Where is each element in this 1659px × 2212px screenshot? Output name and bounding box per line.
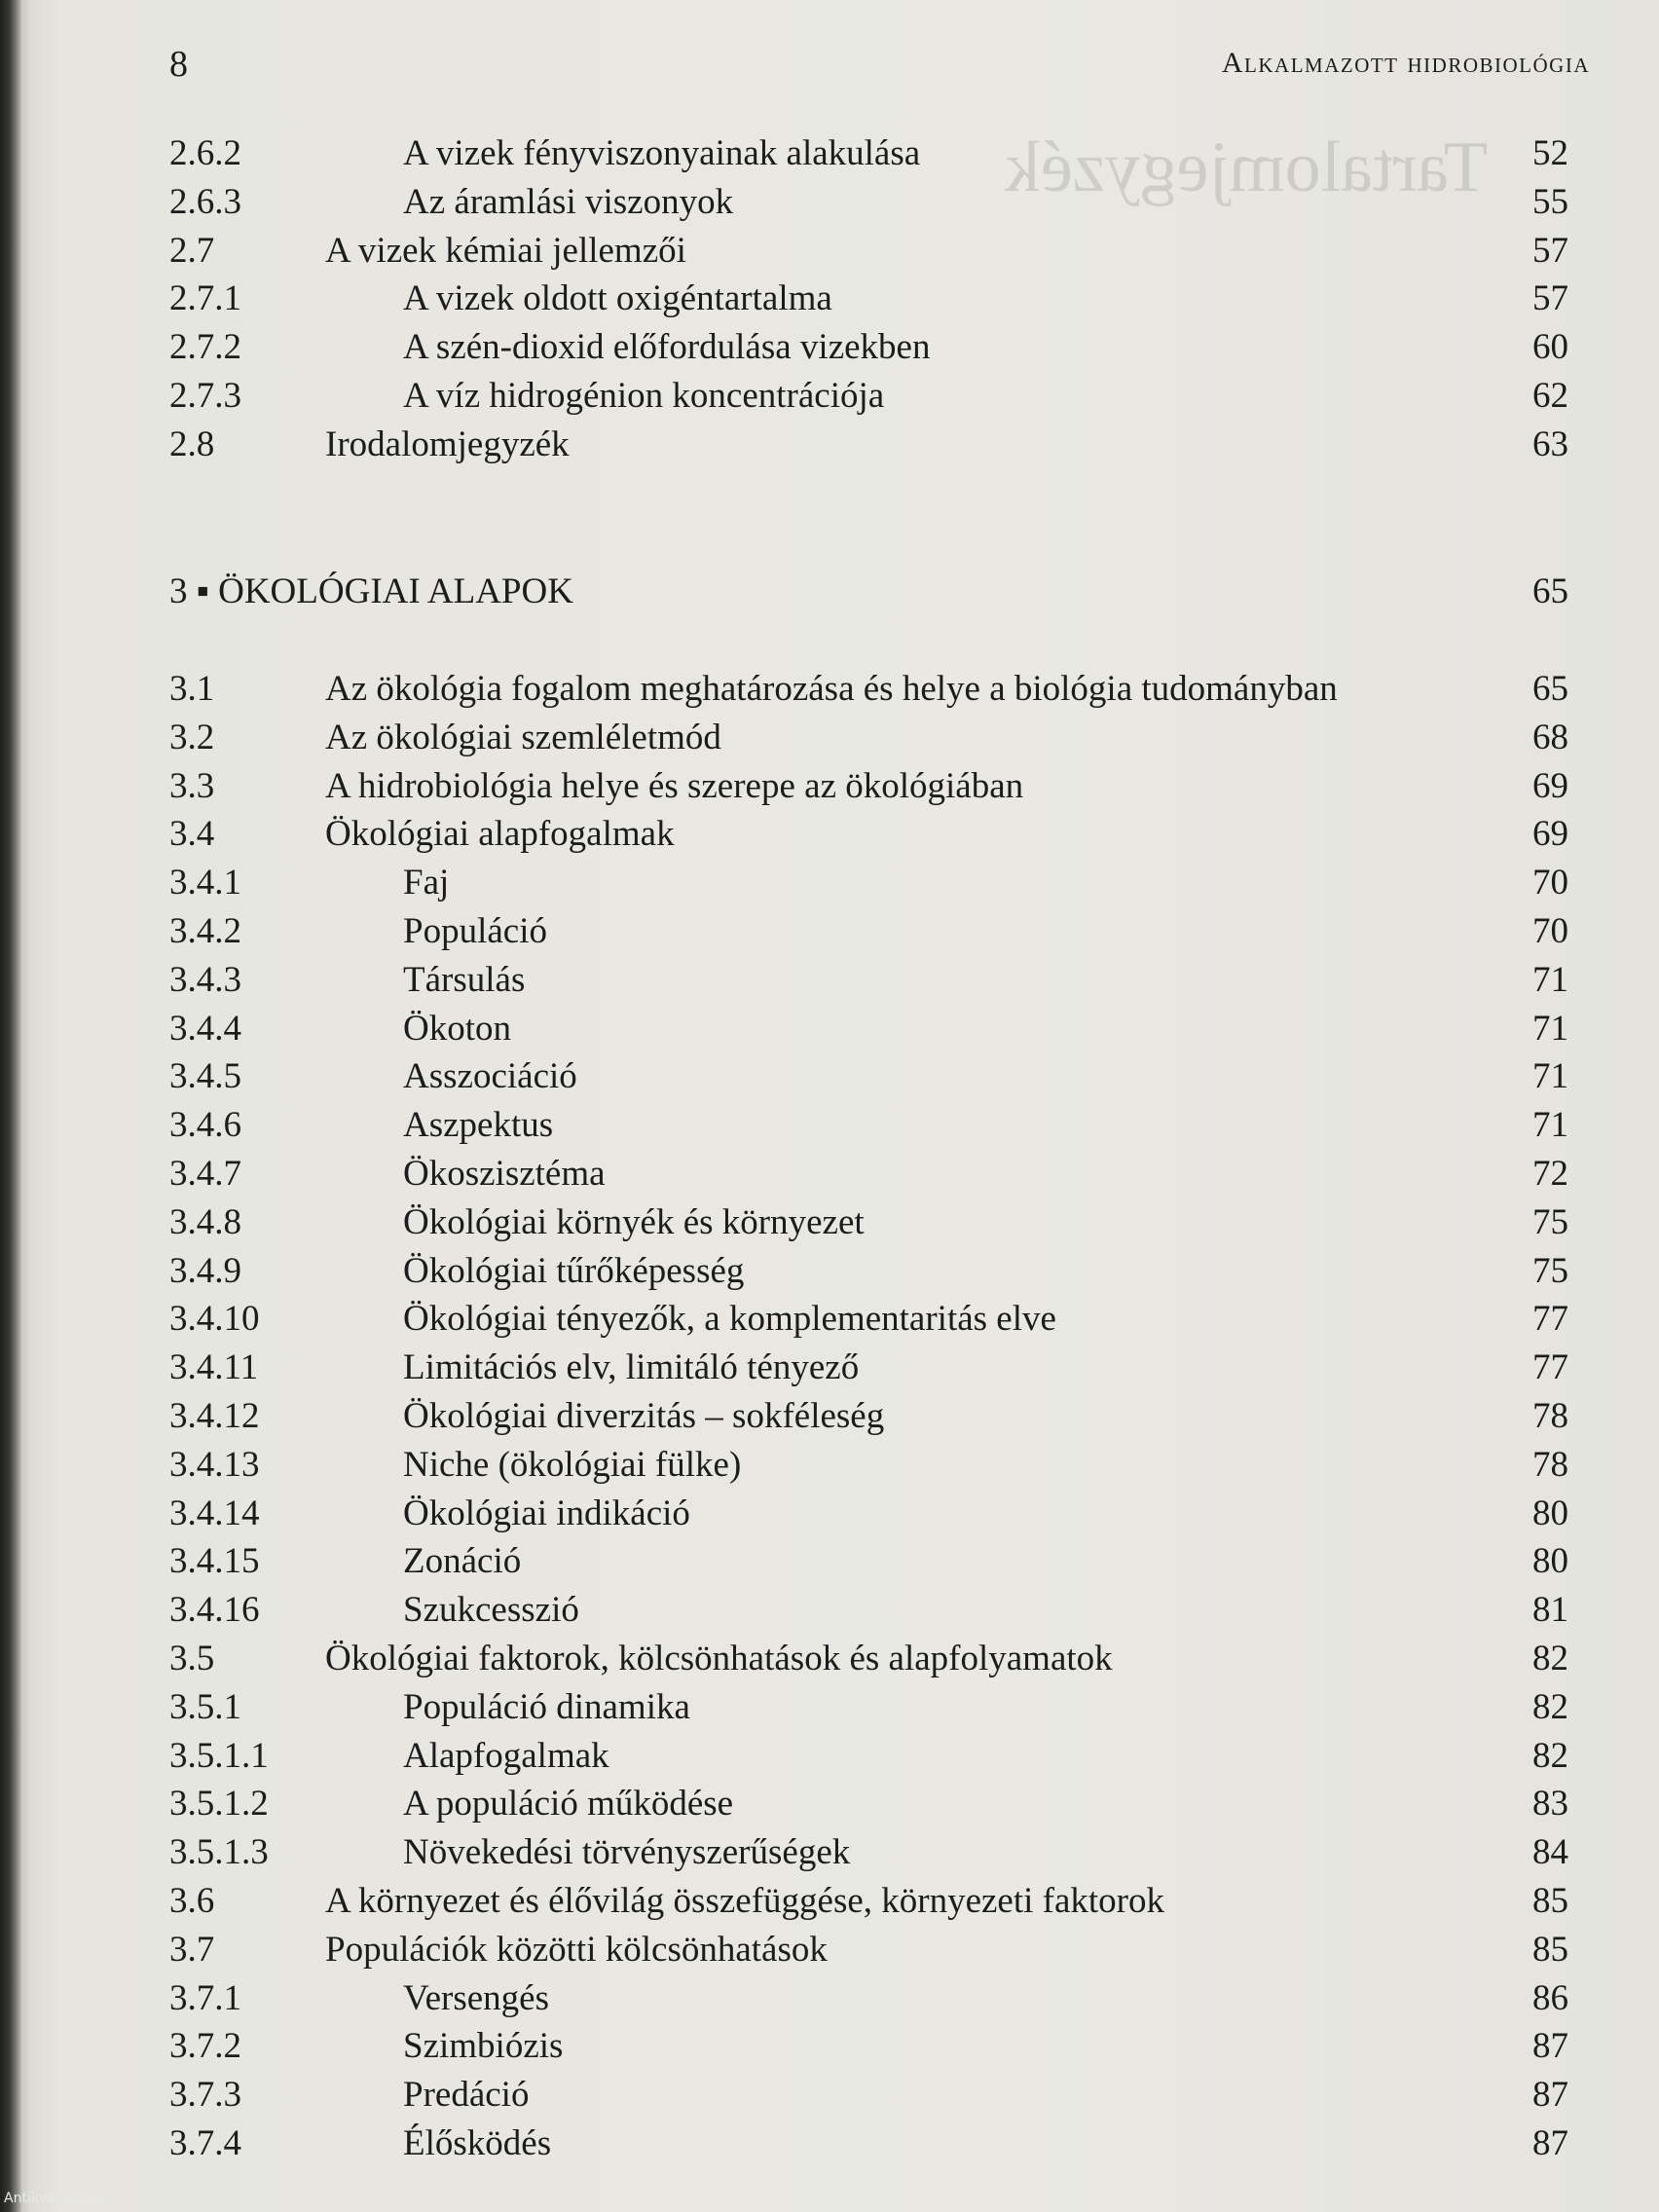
toc-entry-number: 3.5 bbox=[169, 1639, 215, 1678]
toc-entry-page: 86 bbox=[1532, 1977, 1568, 2018]
toc-entry-title: Ökológiai alapfogalmak bbox=[325, 814, 675, 855]
toc-entry-title: Ökológiai faktorok, kölcsönhatások és alapfolyamatok bbox=[325, 1639, 1113, 1678]
toc-entry bbox=[169, 1441, 1568, 1490]
toc-entry-number: 3.4.8 bbox=[169, 1201, 241, 1242]
toc-entry-page: 87 bbox=[1532, 2026, 1568, 2067]
toc-entry-title: A víz hidrogénion koncentrációja bbox=[403, 376, 885, 416]
toc-entry-page: 69 bbox=[1532, 814, 1568, 855]
toc-entry-page: 77 bbox=[1532, 1299, 1568, 1340]
toc-entry bbox=[169, 227, 1568, 276]
toc-entry-number: 3.5.1.1 bbox=[169, 1735, 269, 1776]
toc-entry bbox=[169, 1392, 1568, 1441]
toc-entry-page: 80 bbox=[1532, 1493, 1568, 1533]
toc-entry-number: 3.1 bbox=[169, 669, 215, 709]
toc-entry-title: Az ökológia fogalom meghatározása és helye a biológia tudományban bbox=[325, 669, 1338, 709]
toc-entry-page: 72 bbox=[1532, 1154, 1568, 1194]
toc-entry bbox=[169, 1198, 1568, 1247]
toc-entry-number: 3.4.12 bbox=[169, 1396, 260, 1436]
toc-entry-title: Populációk közötti kölcsönhatások bbox=[325, 1929, 828, 1970]
toc-entry-number: 2.6.2 bbox=[169, 133, 241, 173]
toc-entry bbox=[169, 714, 1568, 762]
toc-entry-title: Az ökológiai szemléletmód bbox=[325, 717, 721, 757]
toc-entry bbox=[169, 323, 1568, 372]
chapter-title: 3 ▪ ÖKOLÓGIAI ALAPOK bbox=[169, 571, 573, 611]
toc-entry bbox=[169, 859, 1568, 907]
toc-entry bbox=[169, 2022, 1568, 2071]
toc-entry-title: A környezet és élővilág összefüggése, környezeti faktorok bbox=[325, 1881, 1165, 1921]
toc-entry-page: 71 bbox=[1532, 1056, 1568, 1097]
toc-entry-page: 57 bbox=[1532, 278, 1568, 319]
toc-entry bbox=[169, 1052, 1568, 1101]
toc-entry-title: Társulás bbox=[403, 959, 526, 1000]
toc-entry-number: 2.7.3 bbox=[169, 376, 241, 416]
toc-entry-number: 3.4.3 bbox=[169, 959, 241, 1000]
toc-entry bbox=[169, 1101, 1568, 1150]
toc-entry-title: Faj bbox=[403, 863, 450, 903]
toc-entry-page: 82 bbox=[1532, 1686, 1568, 1727]
toc-entry-page: 85 bbox=[1532, 1881, 1568, 1921]
toc-entry-page: 84 bbox=[1532, 1832, 1568, 1873]
toc-entry bbox=[169, 907, 1568, 956]
toc-entry bbox=[169, 1635, 1568, 1683]
toc-entry bbox=[169, 1344, 1568, 1392]
toc-entry-page: 63 bbox=[1532, 424, 1568, 464]
show-through-text: Tartalomjegyzék bbox=[1005, 128, 1489, 207]
toc-entry-number: 3.6 bbox=[169, 1881, 215, 1921]
toc-entry-page: 70 bbox=[1532, 911, 1568, 951]
toc-entry bbox=[169, 1877, 1568, 1926]
toc-entry-title: A hidrobiológia helye és szerepe az ökológiában bbox=[325, 765, 1024, 806]
toc-entry-page: 87 bbox=[1532, 2075, 1568, 2116]
toc-entry-title: A populáció működése bbox=[403, 1784, 734, 1825]
toc-entry-number: 3.4.9 bbox=[169, 1250, 241, 1291]
toc-entry bbox=[169, 1150, 1568, 1198]
toc-entry bbox=[169, 762, 1568, 811]
toc-entry-number: 3.4.11 bbox=[169, 1347, 259, 1388]
toc-entry-page: 52 bbox=[1532, 133, 1568, 173]
toc-entry-page: 55 bbox=[1532, 181, 1568, 222]
toc-entry-page: 81 bbox=[1532, 1590, 1568, 1631]
toc-entry bbox=[169, 1490, 1568, 1538]
toc-entry-title: Limitációs elv, limitáló tényező bbox=[403, 1347, 860, 1388]
toc-entry-number: 2.7.2 bbox=[169, 327, 241, 368]
toc-entry-number: 3.4.4 bbox=[169, 1008, 241, 1049]
toc-entry-page: 85 bbox=[1532, 1929, 1568, 1970]
toc-entry-title: Predáció bbox=[403, 2075, 530, 2116]
toc-entry-page: 60 bbox=[1532, 327, 1568, 368]
toc-entry bbox=[169, 1683, 1568, 1732]
toc-entry-page: 82 bbox=[1532, 1639, 1568, 1678]
toc-entry-title: Zonáció bbox=[403, 1541, 522, 1582]
toc-entry-page: 77 bbox=[1532, 1347, 1568, 1388]
toc-entry bbox=[169, 1732, 1568, 1781]
toc-entry-number: 3.5.1.2 bbox=[169, 1784, 269, 1825]
toc-entry-number: 3.4.5 bbox=[169, 1056, 241, 1097]
toc-entry-number: 3.4.7 bbox=[169, 1154, 241, 1194]
toc-entry-page: 83 bbox=[1532, 1784, 1568, 1825]
toc-entry-title: A vizek fényviszonyainak alakulása bbox=[403, 133, 921, 173]
toc-entry-number: 3.4.1 bbox=[169, 863, 241, 903]
toc-entry-number: 2.6.3 bbox=[169, 181, 241, 222]
toc-entry bbox=[169, 665, 1568, 714]
toc-entry-page: 70 bbox=[1532, 863, 1568, 903]
toc-entry-title: A vizek oldott oxigéntartalma bbox=[403, 278, 832, 319]
toc-entry bbox=[169, 1295, 1568, 1344]
toc-entry-number: 3.7.2 bbox=[169, 2026, 241, 2067]
toc-entry-number: 3.4.13 bbox=[169, 1444, 260, 1485]
toc-entry-title: Populáció bbox=[403, 911, 547, 951]
toc-entry-title: Ökológiai környék és környezet bbox=[403, 1201, 865, 1242]
toc-entry-page: 65 bbox=[1532, 669, 1568, 709]
toc-entry bbox=[169, 1974, 1568, 2023]
toc-entry-title: A szén-dioxid előfordulása vizekben bbox=[403, 327, 931, 368]
toc-entry-number: 3.4.14 bbox=[169, 1493, 260, 1533]
toc-entry bbox=[169, 178, 1568, 227]
toc-entry bbox=[169, 1586, 1568, 1635]
toc-entry-number: 2.8 bbox=[169, 424, 215, 464]
watermark: Antikvarium.hu bbox=[4, 2191, 109, 2206]
toc-entry bbox=[169, 1926, 1568, 1974]
toc-entry-number: 3.5.1 bbox=[169, 1686, 241, 1727]
toc-entry bbox=[169, 129, 1568, 178]
toc-entry-title: Élősködés bbox=[403, 2123, 552, 2163]
toc-entry bbox=[169, 421, 1568, 469]
toc-entry-number: 3.7.3 bbox=[169, 2075, 241, 2116]
toc-entry bbox=[169, 1537, 1568, 1586]
toc-entry bbox=[169, 1828, 1568, 1877]
toc-entry-title: Ökológiai tényezők, a komplementaritás elve bbox=[403, 1299, 1056, 1340]
toc-entry-title: Szukcesszió bbox=[403, 1590, 579, 1631]
toc-entry-title: Niche (ökológiai fülke) bbox=[403, 1444, 742, 1485]
toc-entry-title: Asszociáció bbox=[403, 1056, 577, 1097]
toc-entry-page: 78 bbox=[1532, 1396, 1568, 1436]
book-spine-edge bbox=[0, 0, 21, 2212]
toc-entry-page: 87 bbox=[1532, 2123, 1568, 2163]
toc-entry-page: 68 bbox=[1532, 717, 1568, 757]
toc-entry-number: 3.4.2 bbox=[169, 911, 241, 951]
toc-entry bbox=[169, 1780, 1568, 1828]
toc-entry-number: 3.7.1 bbox=[169, 1977, 241, 2018]
toc-entry-page: 71 bbox=[1532, 959, 1568, 1000]
toc-entry-number: 3.4.6 bbox=[169, 1105, 241, 1146]
toc-entry-number: 3.7.4 bbox=[169, 2123, 241, 2163]
toc-entry bbox=[169, 1247, 1568, 1296]
toc-entry-number: 3.3 bbox=[169, 765, 215, 806]
toc-entry-title: Irodalomjegyzék bbox=[325, 424, 570, 464]
toc-entry-title: Szimbiózis bbox=[403, 2026, 564, 2067]
toc-entry-number: 3.5.1.3 bbox=[169, 1832, 269, 1873]
toc-entry-number: 3.7 bbox=[169, 1929, 215, 1970]
toc-entry-number: 2.7 bbox=[169, 230, 215, 271]
toc-entry-number: 3.4 bbox=[169, 814, 215, 855]
toc-entry-number: 3.4.16 bbox=[169, 1590, 260, 1631]
toc-entry bbox=[169, 1005, 1568, 1053]
toc-entry bbox=[169, 275, 1568, 323]
toc-entry-page: 62 bbox=[1532, 376, 1568, 416]
toc-entry-title: Ökoszisztéma bbox=[403, 1154, 606, 1194]
toc-entry-title: Versengés bbox=[403, 1977, 550, 2018]
toc-entry bbox=[169, 2071, 1568, 2120]
toc-entry-page: 78 bbox=[1532, 1444, 1568, 1485]
toc-entry-title: Ökoton bbox=[403, 1008, 511, 1049]
toc-entry-title: A vizek kémiai jellemzői bbox=[325, 230, 686, 271]
toc-entry-page: 71 bbox=[1532, 1008, 1568, 1049]
toc-entry-page: 75 bbox=[1532, 1250, 1568, 1291]
toc-entry-page: 71 bbox=[1532, 1105, 1568, 1146]
toc-entry-page: 75 bbox=[1532, 1201, 1568, 1242]
toc-entry bbox=[169, 2120, 1568, 2168]
toc-entry bbox=[169, 372, 1568, 421]
toc-entry-title: Az áramlási viszonyok bbox=[403, 181, 734, 222]
toc-entry-number: 3.4.10 bbox=[169, 1299, 260, 1340]
toc-entry-title: Ökológiai tűrőképesség bbox=[403, 1250, 745, 1291]
chapter-page-number: 65 bbox=[1532, 571, 1568, 611]
toc-entry-title: Alapfogalmak bbox=[403, 1735, 609, 1776]
toc-entry-page: 57 bbox=[1532, 230, 1568, 271]
chapter-heading bbox=[169, 565, 1568, 619]
page-number: 8 bbox=[169, 44, 188, 85]
toc-entry bbox=[169, 810, 1568, 859]
toc-entry-page: 82 bbox=[1532, 1735, 1568, 1776]
toc-entry-title: Növekedési törvényszerűségek bbox=[403, 1832, 851, 1873]
toc-entry-number: 2.7.1 bbox=[169, 278, 241, 319]
toc-entry-title: Aszpektus bbox=[403, 1105, 554, 1146]
running-title: Alkalmazott hidrobiológia bbox=[1221, 47, 1590, 79]
toc-entry-page: 69 bbox=[1532, 765, 1568, 806]
toc-entry-number: 3.2 bbox=[169, 717, 215, 757]
toc-entry-title: Ökológiai diverzitás – sokféleség bbox=[403, 1396, 885, 1436]
toc-entry-page: 80 bbox=[1532, 1541, 1568, 1582]
toc-entry-number: 3.4.15 bbox=[169, 1541, 260, 1582]
toc-entry-title: Populáció dinamika bbox=[403, 1686, 690, 1727]
toc-entry-title: Ökológiai indikáció bbox=[403, 1493, 690, 1533]
toc-entry bbox=[169, 956, 1568, 1005]
